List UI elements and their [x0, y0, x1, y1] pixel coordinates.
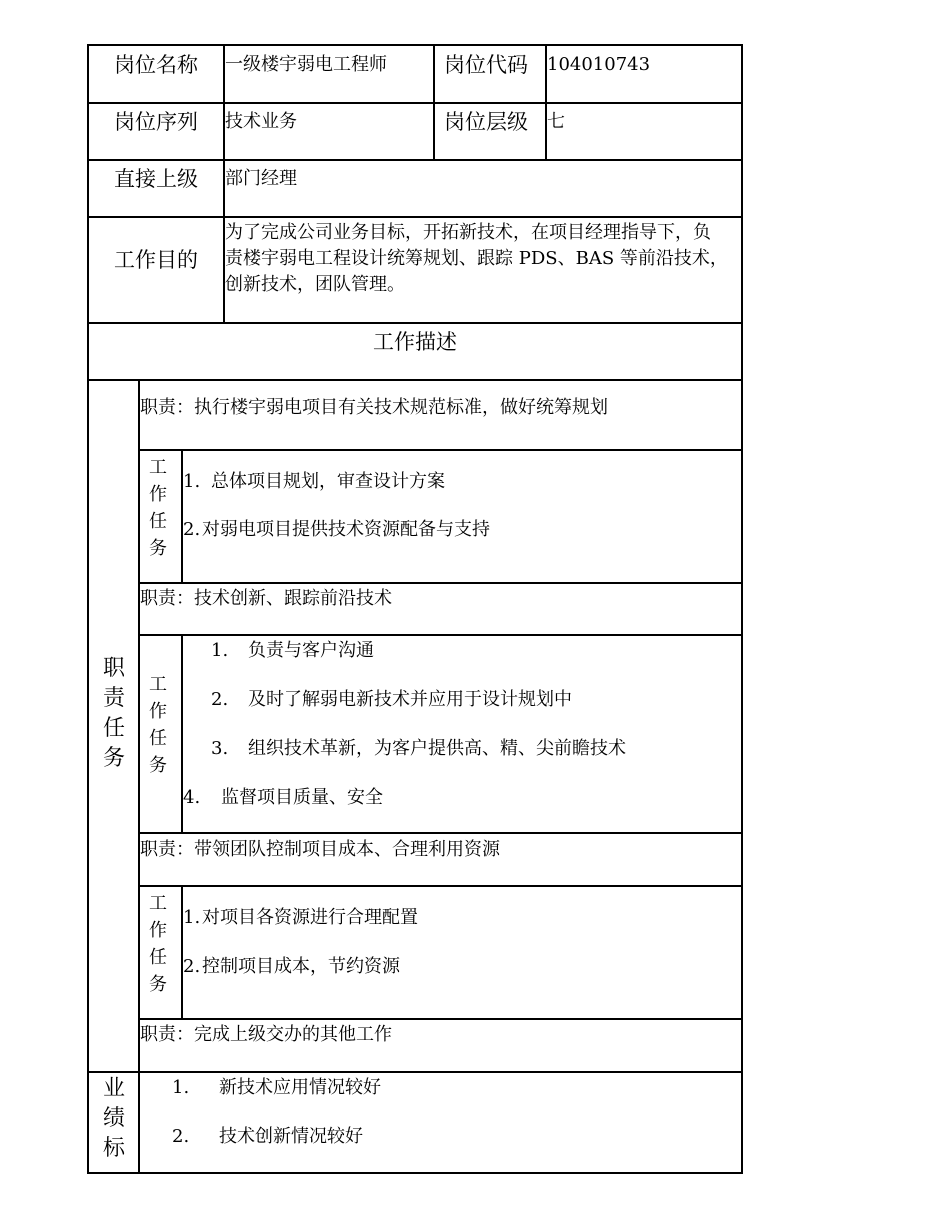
task-number: 1.: [183, 907, 201, 928]
purpose-line-1: 为了完成公司业务目标，开拓新技术，在项目经理指导下，负: [225, 222, 711, 243]
task-number: 1.: [183, 471, 201, 492]
sequence-value: 技术业务: [225, 111, 297, 132]
position-code-label: 岗位代码: [444, 53, 528, 77]
purpose-label: 工作目的: [114, 248, 198, 272]
task-text: 对项目各资源进行合理配置: [202, 907, 418, 928]
performance-text: 技术创新情况较好: [219, 1126, 363, 1147]
performance-number: 2.: [172, 1126, 190, 1147]
duty-title: 职责：技术创新、跟踪前沿技术: [140, 588, 392, 609]
duty-title: 职责：执行楼宇弱电项目有关技术规范标准，做好统筹规划: [140, 397, 608, 418]
task-text: 监督项目质量、安全: [221, 787, 383, 808]
task-text: 组织技术革新，为客户提供高、精、尖前瞻技术: [248, 738, 626, 759]
purpose-line-3: 创新技术，团队管理。: [225, 274, 405, 295]
performance-number: 1.: [172, 1077, 190, 1098]
task-number: 2.: [183, 519, 201, 540]
task-text: 负责与客户沟通: [248, 640, 374, 661]
position-code-value: 104010743: [547, 54, 651, 75]
sequence-label: 岗位序列: [114, 110, 198, 134]
description-title: 工作描述: [373, 330, 457, 354]
level-value: 七: [547, 111, 565, 132]
task-label: 工 作 任 务: [149, 457, 167, 559]
task-number: 4.: [183, 787, 201, 808]
position-name-label: 岗位名称: [114, 53, 198, 77]
task-number: 2.: [211, 689, 229, 710]
task-text: 对弱电项目提供技术资源配备与支持: [202, 519, 490, 540]
purpose-line-2: 责楼宇弱电工程设计统筹规划、跟踪 PDS、BAS 等前沿技术，: [225, 248, 728, 269]
duty-title: 职责：完成上级交办的其他工作: [140, 1024, 392, 1045]
performance-label: 业 绩 标: [102, 1076, 125, 1161]
task-number: 1.: [211, 640, 229, 661]
level-label: 岗位层级: [444, 110, 528, 134]
position-name-value: 一级楼宇弱电工程师: [225, 54, 387, 75]
supervisor-label: 直接上级: [114, 167, 198, 191]
performance-text: 新技术应用情况较好: [219, 1077, 381, 1098]
task-label: 工 作 任 务: [149, 674, 167, 776]
task-text: 及时了解弱电新技术并应用于设计规划中: [248, 689, 572, 710]
task-text: 总体项目规划，审查设计方案: [211, 471, 445, 492]
duties-label: 职 责 任 务: [102, 656, 125, 771]
task-number: 3.: [211, 738, 229, 759]
task-label: 工 作 任 务: [149, 893, 167, 995]
task-text: 控制项目成本，节约资源: [202, 956, 400, 977]
duty-title: 职责：带领团队控制项目成本、合理利用资源: [140, 839, 500, 860]
task-number: 2.: [183, 956, 201, 977]
supervisor-value: 部门经理: [225, 168, 297, 189]
